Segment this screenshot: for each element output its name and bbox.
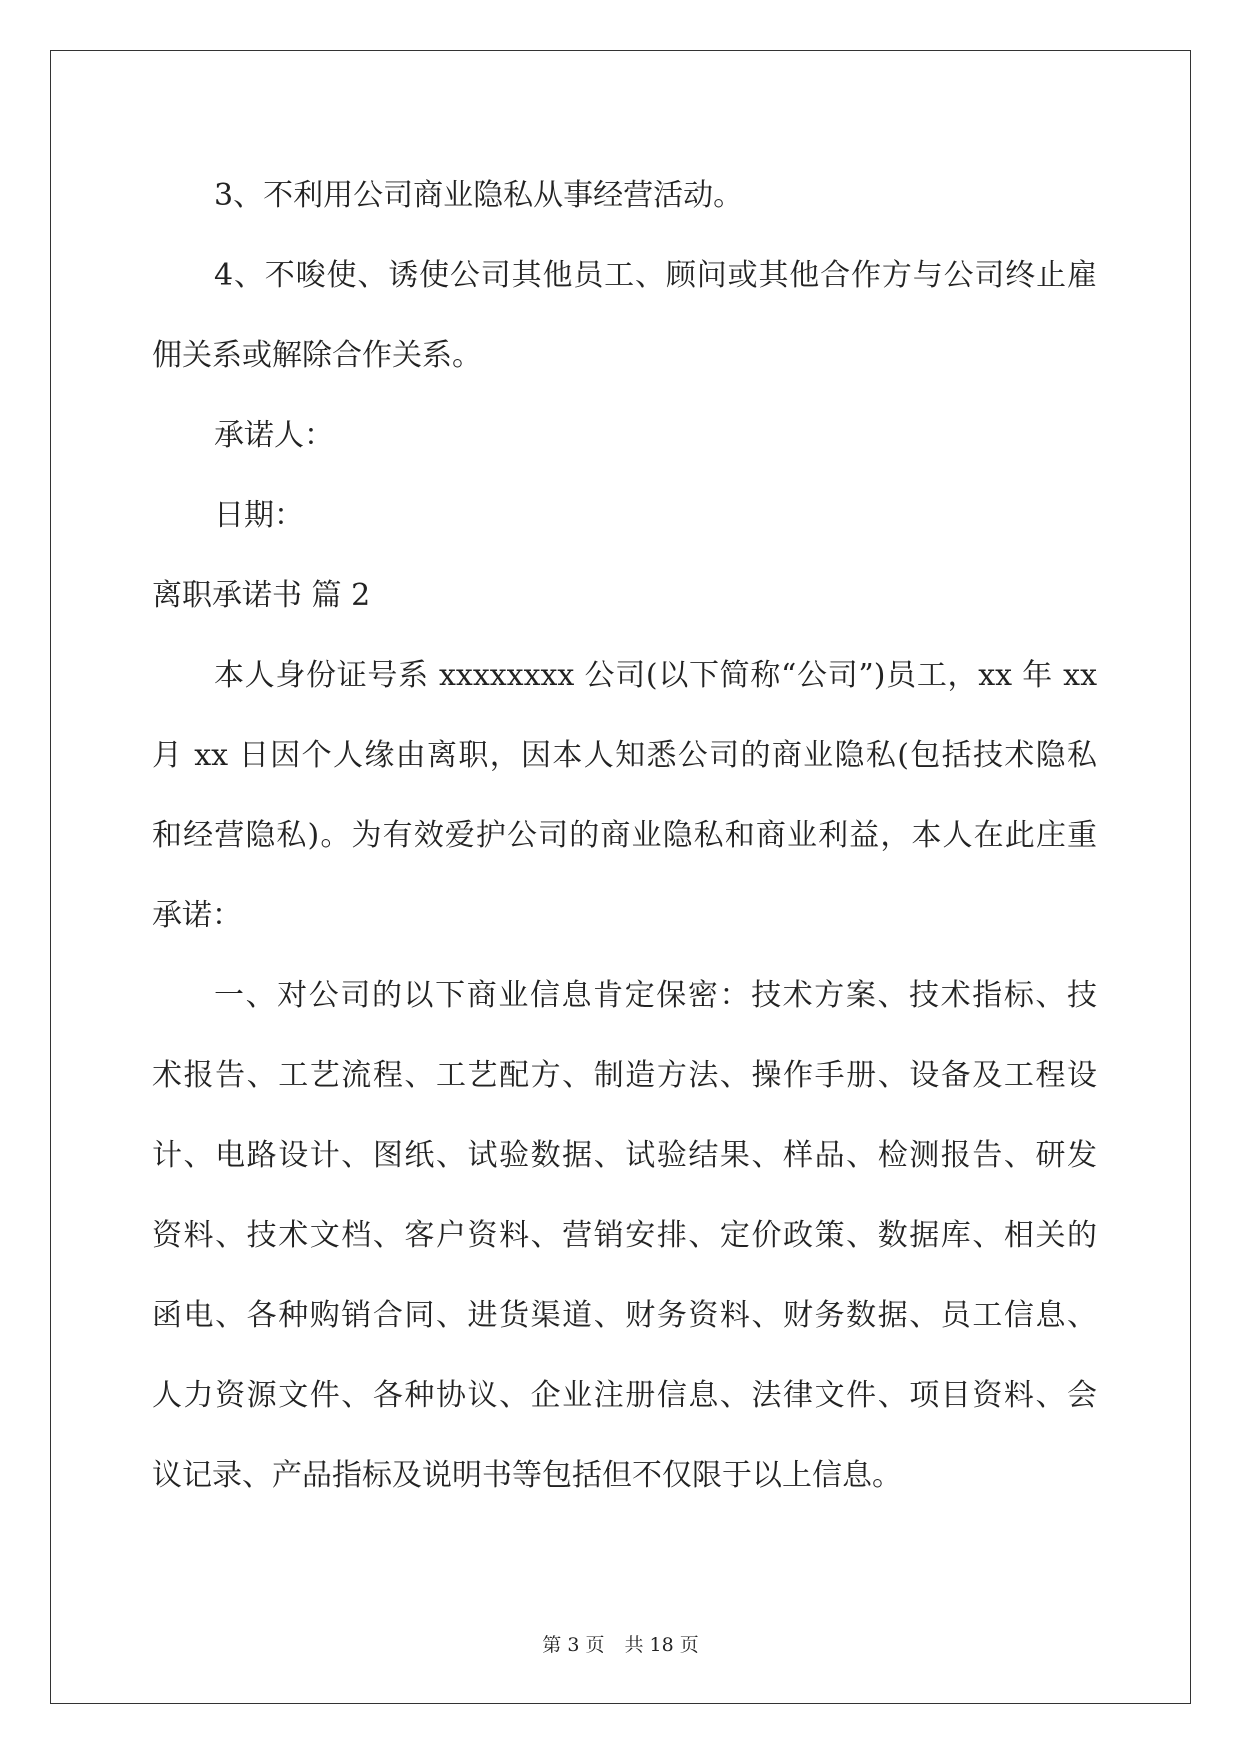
- page-footer: [0, 1630, 1241, 1657]
- section-heading: 离职承诺书 篇 2: [152, 578, 371, 613]
- paragraph-line: 4、不唆使、诱使公司其他员工、顾问或其他合作方与公司终止雇: [214, 258, 1097, 293]
- signer-label: 承诺人：: [214, 418, 334, 453]
- paragraph-line: 函电、各种购销合同、进货渠道、财务资料、财务数据、员工信息、: [152, 1298, 1097, 1333]
- paragraph-line: 承诺：: [152, 898, 242, 933]
- paragraph-line: 议记录、产品指标及说明书等包括但不仅限于以上信息。: [152, 1458, 902, 1493]
- paragraph-line: 本人身份证号系 xxxxxxxx 公司(以下简称“公司”)员工，xx 年 xx: [214, 658, 1097, 693]
- paragraph-line: 一、对公司的以下商业信息肯定保密：技术方案、技术指标、技: [214, 978, 1097, 1013]
- paragraph-line: 3、不利用公司商业隐私从事经营活动。: [214, 178, 744, 213]
- paragraph-line: 人力资源文件、各种协议、企业注册信息、法律文件、项目资料、会: [152, 1378, 1097, 1413]
- paragraph-line: 和经营隐私)。为有效爱护公司的商业隐私和商业利益，本人在此庄重: [152, 818, 1097, 853]
- page-number: 第 3 页: [542, 1634, 605, 1656]
- paragraph-line: 资料、技术文档、客户资料、营销安排、定价政策、数据库、相关的: [152, 1218, 1097, 1253]
- paragraph-line: 术报告、工艺流程、工艺配方、制造方法、操作手册、设备及工程设: [152, 1058, 1097, 1093]
- paragraph-line: 计、电路设计、图纸、试验数据、试验结果、样品、检测报告、研发: [152, 1138, 1097, 1173]
- page-total: 共 18 页: [624, 1634, 699, 1656]
- date-label: 日期：: [214, 498, 304, 533]
- paragraph-line: 佣关系或解除合作关系。: [152, 338, 482, 373]
- paragraph-line: 月 xx 日因个人缘由离职，因本人知悉公司的商业隐私(包括技术隐私: [152, 738, 1097, 773]
